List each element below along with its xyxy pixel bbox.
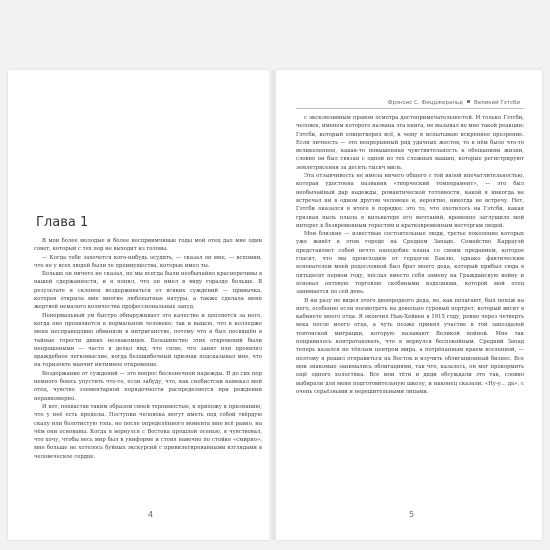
- page-number-right: 5: [409, 510, 415, 519]
- left-page-body: [34, 237, 262, 461]
- left-page: [8, 70, 270, 540]
- paragraph: — Когда тебе захочется кого-нибудь осудить, — сказал он мне, — вспомни, что не у всех людей были те преимущества, которые имел ты.: [34, 254, 262, 269]
- page-number-left: 4: [148, 510, 154, 519]
- paragraph: Больше он ничего не сказал, но мы всегда были необычайно красноречивы в нашей сдержанности, и я понял, что он имел в виду гораздо больше. В результате я склонен воздерживаться от всяких суждений — привычка, которая открыла мне многие любопытные натуры, а также сделала меня жертвой немалого количества профессиональных зануд.: [34, 271, 262, 311]
- paragraph: И вот, похвастав таким образом своей терпимостью, я прихожу к признанию, что у неё есть пределы. Поступки человека могут иметь под собой твёрдую скалу или болотистую топь, но после определённого момента мне всё равно, на чём они основаны. Когда я вернулся с Востока прошлой осенью, я чувствовал, что хочу, чтобы весь мир был в униформе и стоял навечно по стойке «смирно»; мне больше не хотелось буйных экскурсий с привилегированными взглядами в человеческое сердце.: [34, 403, 262, 460]
- paragraph: В мои более молодые и более восприимчивые годы мой отец дал мне один совет, который с тех пор не выходит из головы.: [34, 238, 262, 253]
- right-page-body: [296, 114, 524, 396]
- header-rule: [296, 108, 524, 109]
- paragraph: с эксклюзивным правом осмотра достопримечательностей. И только Гэтсби, человек, именем которого названа эта книга, не вызывал во мне такой реакции; Гэтсби, который олицетворял всё, к чему я испытываю искреннее презрение. Если личность — это непрерывный ряд удачных жестов, то в нём было что-то великолепное, какая-то повышенная чувствительность к обещаниям жизни, словно он был связан с одной из тех сложных машин, которые регистрируют землетрясения за десять тысяч миль.: [296, 115, 524, 171]
- chapter-title: Глава 1: [36, 215, 89, 230]
- paragraph: Воздержание от суждений — это вопрос бесконечной надежды. Я до сих пор немного боюсь упустить что-то, если забуду, что, как снобистски намекал мой отец, чувство элементарной порядочности распределяется при рождении неравномерно.: [34, 370, 262, 402]
- paragraph: Эта отзывчивость не имела ничего общего с той вялой впечатлительностью, которая удостоена названия «творческий темперамент», — это был необычайный дар надежды, романтической готовности, какой я никогда не встречал ни в одном другом человеке и, вероятно, никогда не встречу. Нет, Гэтсби оказался в итоге в порядке; это то, что охотилось на Гэтсби, какая грязная пыль плыла в кильватере его мечтаний, временно заглушило мой интерес к безвременным горестям и кратковременным восторгам людей.: [296, 173, 524, 229]
- paragraph: Мои близкие — известные состоятельные люди, третье поколение которых уже живёт в этом городе на Среднем Западе. Семейство Каррауэй представляет собой нечто наподобие клана со своим преданием, которое гласит, что мы происходим от герцогов Баклю, однако фактическим основателем моей родословной был брат моего деда, который прибыл сюда в пятьдесят первом году, послал вместо себя замену на Гражданскую войну и основал оптовую торговлю скобяными изделиями, которой мой отец занимается по сей день.: [296, 231, 524, 296]
- paragraph: Я ни разу не видел этого двоюродного деда, но, как полагают, был похож на него, особенно если посмотреть на довольно суровый портрет, который висит в кабинете моего отца. Я окончил Нью-Хейвен в 1915 году, ровно через четверть века после моего отца, а чуть позже принял участие в той запоздалой тевтонской миграции, которую называют Великой войной. Мне так понравилось контратаковать, что я вернулся беспокойным. Средний Запад теперь казался не тёплым центром мира, а потрёпанным краем вселенной, — поэтому я решил отправиться на Восток и изучить облигационный бизнес. Все мои знакомые занимались облигациями, так что, казалось, он мог прокормить ещё одного холостяка. Все мои тёти и дяди обсуждали это так, словно выбирали для меня подготовительную школу, и наконец сказали: «Ну-у… да», с очень серьёзными и нерешительными лицами.: [296, 297, 524, 395]
- right-page: [276, 70, 542, 540]
- running-head: [388, 100, 520, 106]
- running-head-separator: [467, 100, 470, 103]
- paragraph: Ненормальный ум быстро обнаруживает это качество и цепляется за него, когда оно проявляется в нормальном человеке; так и вышло, что в колледже меня несправедливо обвиняли в интриганстве, потому что я был посвящён в тайные горести диких незнакомцев. Большинство этих откровений были непрошеными — часто я делал вид, что сплю, что занят или проявлял враждебное легкомыслие, когда безошибочный признак подсказывал мне, что на горизонте маячит интимное откровение.: [34, 312, 262, 369]
- running-head-title: Великий Гэтсби: [473, 100, 520, 106]
- running-head-author: Фрэнсис С. Фицджеральд: [387, 100, 463, 106]
